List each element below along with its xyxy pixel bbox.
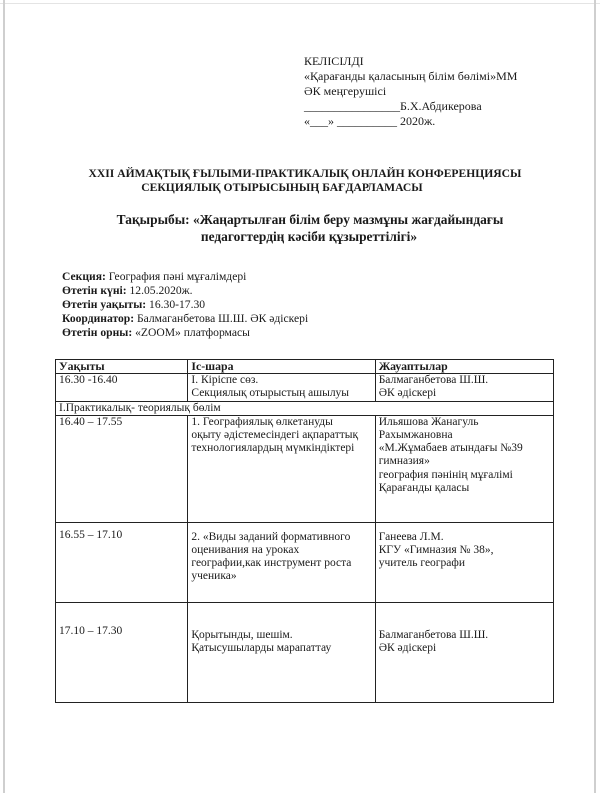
time-text: 16.55 – 17.10 — [59, 528, 123, 541]
responsible-line: «М.Жұмабаев атындағы №39 — [378, 442, 523, 455]
event-line — [191, 616, 371, 629]
table-header-row — [56, 360, 554, 374]
section-label: І.Практикалық- теориялық бөлім — [56, 401, 554, 415]
cell-responsible — [375, 522, 553, 602]
responsible-line: Қарағанды қаласы — [378, 481, 470, 494]
meta-value: 12.05.2020ж. — [126, 284, 193, 297]
cell-event — [188, 415, 375, 522]
responsible-line: Рахымжановна — [378, 429, 453, 442]
table-row — [56, 415, 554, 522]
meta-value: География пәні мұғалімдері — [105, 270, 247, 283]
table-section-row — [56, 401, 554, 415]
meta-label: Өтетін орны: — [62, 326, 133, 339]
cell-responsible — [375, 415, 553, 522]
event-line: Қатысушыларды марапаттау — [191, 642, 332, 655]
meta-value: Балмаганбетова Ш.Ш. ӘК әдіскері — [134, 312, 309, 325]
approval-organization: «Қарағанды қаласының білім бөлімі»ММ — [304, 69, 518, 83]
meta-info — [62, 270, 308, 340]
event-line: І. Кіріспе сөз. — [191, 374, 259, 387]
title-line-1: XXII АЙМАҚТЫҚ ҒЫЛЫМИ-ПРАКТИКАЛЫҚ ОНЛАЙН КОНФЕРЕНЦИЯСЫ — [88, 167, 522, 180]
meta-label: Өтетін күні: — [62, 284, 127, 297]
responsible-line: Балмаганбетова Ш.Ш. — [378, 374, 489, 387]
event-line: оқыту әдістемесіндегі ақпараттық — [191, 429, 359, 442]
approval-block — [304, 54, 517, 129]
meta-time — [62, 298, 308, 312]
meta-label: Өтетін уақыты: — [62, 298, 147, 311]
responsible-line: Ильяшова Жанагуль — [378, 415, 479, 428]
event-line: ученика» — [191, 570, 237, 583]
responsible-line: гимназия» — [378, 455, 430, 468]
cell-responsible — [375, 374, 553, 401]
time-text: 17.10 – 17.30 — [59, 624, 123, 637]
meta-value: «ZOOM» платформасы — [132, 326, 250, 339]
responsible-line: ӘК әдіскері — [378, 642, 437, 655]
responsible-line: Ганеева Л.М. — [378, 530, 444, 543]
approval-signature: ________________Б.Х.Абдикерова — [304, 99, 482, 113]
event-line: географии,как инструмент роста — [191, 557, 352, 570]
cell-time: 16.30 -16.40 — [56, 374, 188, 401]
approval-position: ӘК меңгерушісі — [304, 84, 387, 98]
event-line: Қорытынды, шешім. — [191, 628, 293, 641]
program-table — [55, 359, 554, 703]
responsible-line: КГУ «Гимназия № 38», — [378, 544, 494, 557]
approval-date: «___» __________ 2020ж. — [304, 114, 436, 128]
cell-time: 16.40 – 17.55 — [56, 415, 188, 522]
event-line: 2. «Виды заданий формативного — [191, 530, 351, 543]
table-row — [56, 602, 554, 702]
cell-event — [188, 602, 375, 702]
responsible-line: Балмаганбетова Ш.Ш. — [378, 628, 489, 641]
meta-label: Секция: — [62, 270, 106, 283]
responsible-line: география пәнінің мұғалімі — [378, 468, 513, 481]
event-line: Секциялық отырыстың ашылуы — [191, 387, 350, 400]
meta-label: Координатор: — [62, 312, 135, 325]
header-event: Іс-шара — [188, 360, 375, 374]
document-title — [0, 167, 600, 195]
page-edge — [0, 3, 600, 4]
page-edge — [3, 0, 5, 793]
topic-line-2: педагогтердің кәсіби құзыреттілігі» — [200, 229, 418, 244]
approval-heading: КЕЛІСІЛДІ — [304, 54, 364, 68]
meta-value: 16.30-17.30 — [146, 298, 206, 311]
event-line: технологиялардың мүмкіндіктері — [191, 442, 355, 455]
meta-venue — [62, 326, 308, 340]
header-responsible: Жауаптылар — [375, 360, 553, 374]
header-time: Уақыты — [56, 360, 188, 374]
title-line-2: СЕКЦИЯЛЫҚ ОТЫРЫСЫНЫҢ БАҒДАРЛАМАСЫ — [141, 181, 423, 194]
event-line: оценивания на уроках — [191, 544, 300, 557]
topic-line-1: Тақырыбы: «Жаңартылған білім беру мазмұны жағдайындағы — [116, 212, 504, 227]
cell-responsible — [375, 602, 553, 702]
cell-time — [56, 522, 188, 602]
responsible-line: ӘК әдіскері — [378, 387, 437, 400]
table-row — [56, 522, 554, 602]
cell-event — [188, 374, 375, 401]
responsible-line: учитель географи — [378, 557, 465, 570]
meta-date — [62, 284, 308, 298]
meta-section — [62, 270, 308, 284]
cell-time — [56, 602, 188, 702]
cell-event — [188, 522, 375, 602]
document-topic — [0, 211, 600, 245]
table-row — [56, 374, 554, 401]
meta-coordinator — [62, 312, 308, 326]
page-edge — [594, 0, 596, 793]
event-line: 1. Географиялық өлкетануды — [191, 415, 333, 428]
